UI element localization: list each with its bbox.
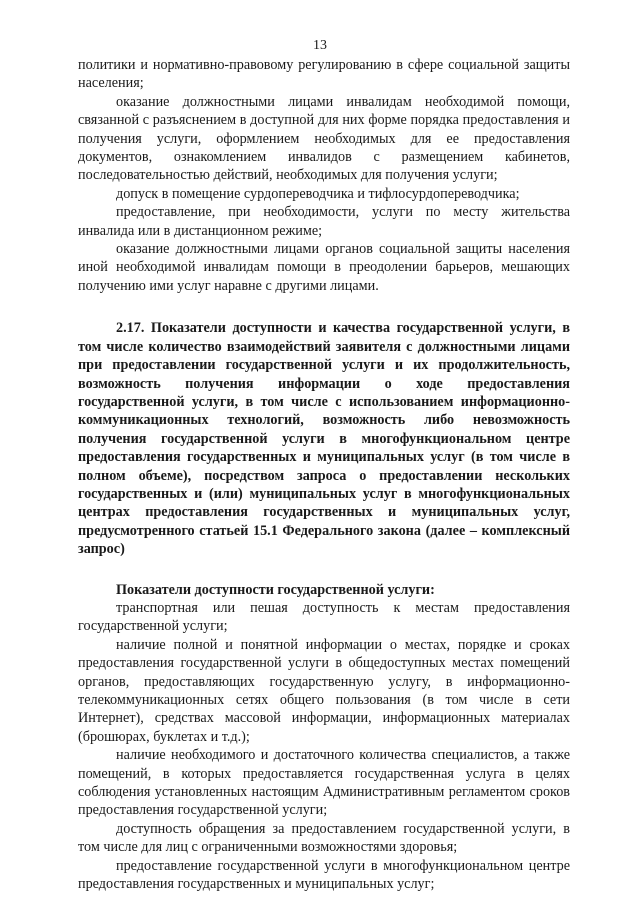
spacer [78,295,570,319]
paragraph-assistance: оказание должностными лицами инвалидам необходимой помощи, связанной с разъяснением в доступной для них форме порядка предоставления и получения услуги, оформлением необходимых для ее предоставления документов, ознакомлением инвалидов с размещением кабинетов, последовательностью действий, необходимых для получения услуги; [78,93,570,184]
section-heading: 2.17. Показатели доступности и качества государственной услуги, в том числе количество взаимодействий заявителя с должностными лицами при предоставлении государственной услуги и их продолжительность, возможность получения информации о ходе предоставления государственной услуги, в том числе с использованием информационно-коммуникационных технологий, возможность либо невозможность получения государственной услуги в многофункциональном центре предоставления государственных и муниципальных услуг (в том числе в полном объеме), посредством запроса о предоставлении нескольких государственных и (или) муниципальных услуг в многофункциональных центрах предоставления государственных и муниципальных услуг, предусмотренного статьей 15.1 Федерального закона (далее – комплексный запрос) [78,320,570,558]
paragraph-home-service: предоставление, при необходимости, услуги по месту жительства инвалида или в дистанционном режиме; [78,204,570,239]
subsection-heading: Показатели доступности государственной услуги: [116,581,435,598]
paragraph-mfc-service: предоставление государственной услуги в многофункциональном центре предоставления государственных и муниципальных услуг; [78,857,570,893]
paragraph-continuation: политики и нормативно-правовому регулированию в сфере социальной защиты населения; [78,57,570,92]
spacer [78,559,570,581]
paragraph-information-availability: наличие полной и понятной информации о местах, порядке и сроках предоставления государственной услуги в общедоступных местах помещений органов, предоставляющих государственную услугу, в информационно-телекоммуникационных сетях общего пользования (в том числе в сети Интернет), средствах массовой информации, информационных материалах (брошюрах, буклетах и т.д.); [78,636,570,745]
page-number: 13 [313,38,327,53]
paragraph-other-help: оказание должностными лицами органов социальной защиты населения иной необходимой инвалидам помощи в преодолении барьеров, мешающих получению ими услуг наравне с другими лицами. [78,241,570,294]
paragraph-interpreter-access: допуск в помещение сурдопереводчика и тифлосурдопереводчика; [116,185,520,202]
paragraph-transport-access: транспортная или пешая доступность к местам предоставления государственной услуги; [78,599,570,635]
paragraph-accessibility: доступность обращения за предоставлением государственной услуги, в том числе для лиц с ограниченными возможностями здоровья; [78,820,570,856]
paragraph-staff-sufficiency: наличие необходимого и достаточного количества специалистов, а также помещений, в которых предоставляется государственная услуга в целях соблюдения установленных настоящим Административным регламентом сроков предоставления государственной услуги; [78,747,570,819]
document-body [78,56,570,893]
